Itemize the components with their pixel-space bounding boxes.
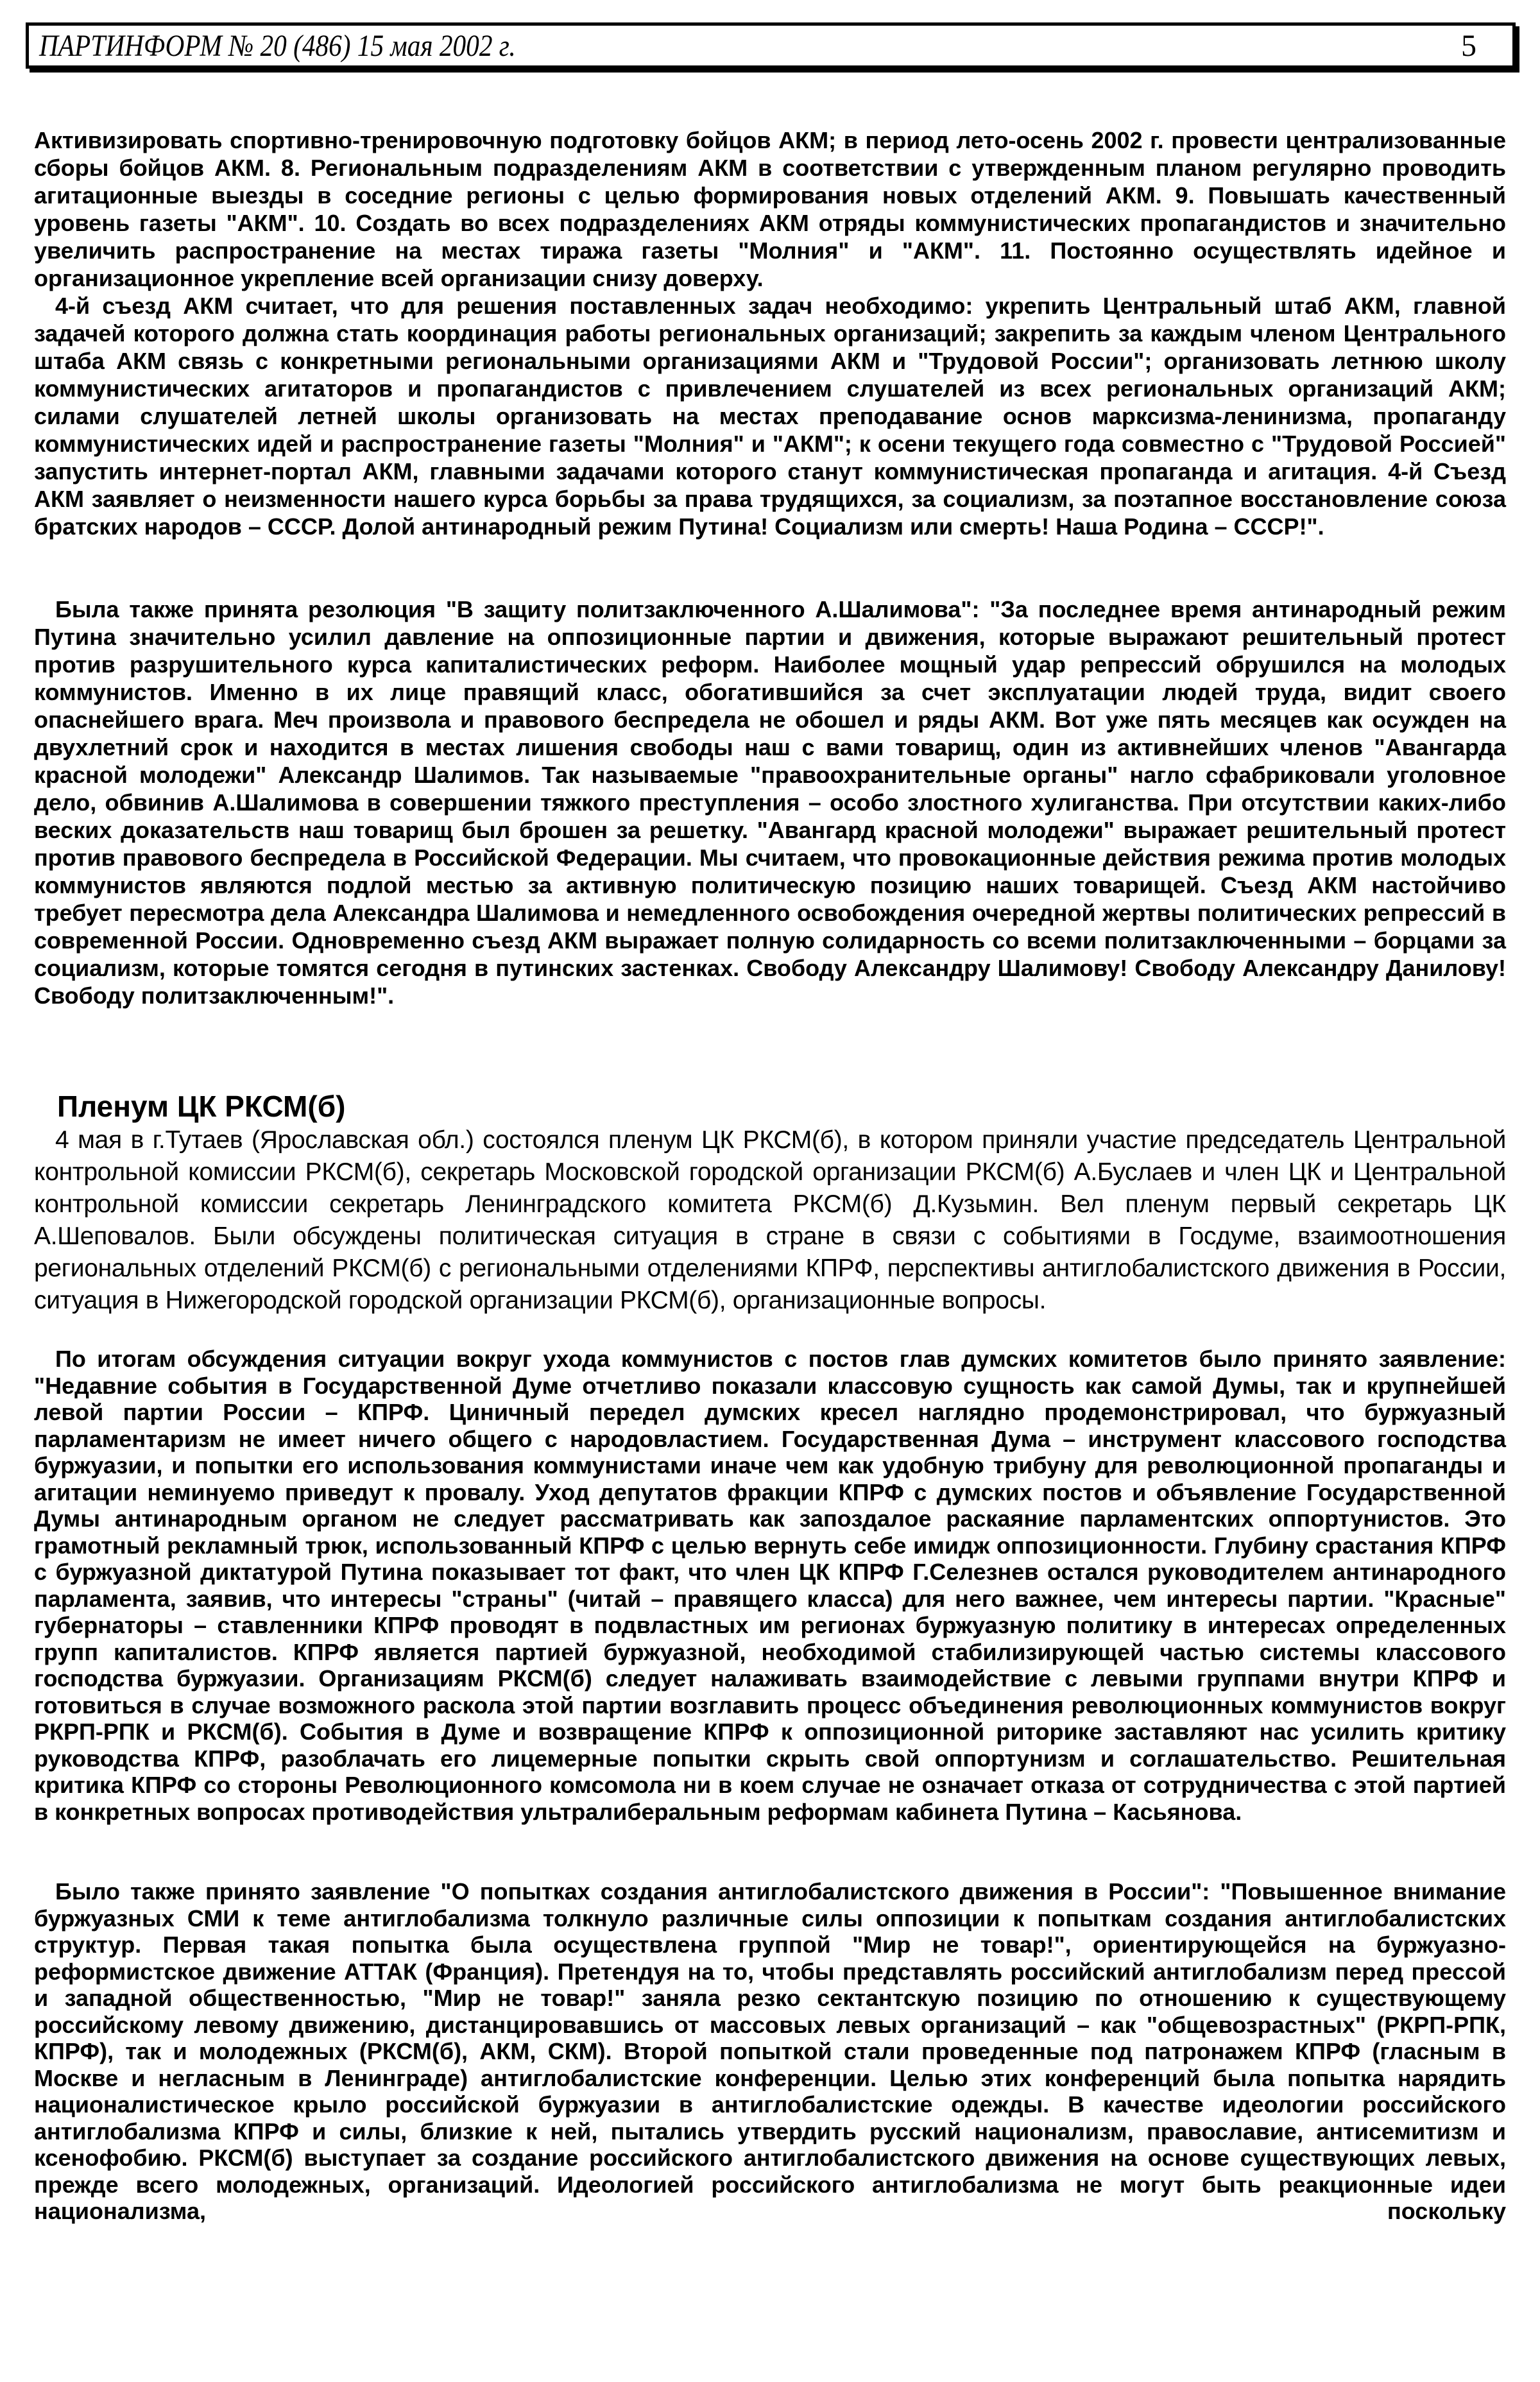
akm-paragraph-1: Активизировать спортивно-тренировочную подготовку бойцов АКМ; в период лето-осень 2002 г. провести централизованные сборы бойцов АКМ. 8. Региональным подразделениям АКМ в соответствии с утвержденным планом регулярно проводить агитационные выезды в соседние регионы с целью формирования новых отделений АКМ. 9. Повышать качественный уровень газеты "АКМ". 10. Создать во всех подразделениях АКМ отряды коммунистических пропагандистов и значительно увеличить распространение на местах тиража газеты "Молния" и "АКМ". 11. Постоянно осуществлять идейное и организационное укрепление всей организации снизу доверху. bbox=[34, 127, 1506, 291]
section-heading-plenum: Пленум ЦК РКСМ(б) bbox=[57, 1090, 346, 1123]
page-header bbox=[26, 22, 1516, 69]
antiglobalism-statement-paragraph: Было также принято заявление "О попытках создания антиглобалистского движения в России": "Повышенное внимание буржуазных СМИ к теме антиглобализма толкнуло различные силы оппозиции к попыткам создания антиглобалистских структур. Первая такая попытка была осуществлена группой "Мир не товар!", ориентирующейся на буржуазно-реформистское движение АТТАК (Франция). Претендуя на то, чтобы представлять российский антиглобализм перед прессой и западной общественностью, "Мир не товар!" заняла резко сектантскую позицию по отношению к существующему российскому левому движению, дистанцировавшись от массовых левых организаций – как "общевозрастных" (РКРП-РПК, КПРФ), так и молодежных (РКСМ(б), АКМ, СКМ). Второй попыткой стали проведенные под патронажем КПРФ (гласным в Москве и негласным в Ленинграде) антиглобалистские конференции. Целью этих конференций была попытка нарядить националистическое крыло российской буржуазии в антиглобалистские одежды. В качестве идеологии российского антиглобализма КПРФ и силы, близкие к ней, пытались утвердить русский национализм, православие, антисемитизм и ксенофобию. РКСМ(б) выступает за создание российского антиглобалистского движения на основе существующих левых, прежде всего молодежных, организаций. Идеологией российского антиглобализма не могут быть реакционные идеи национализма, поскольку bbox=[34, 1878, 1506, 2224]
page-number: 5 bbox=[1461, 29, 1476, 63]
plenum-statement-paragraph: По итогам обсуждения ситуации вокруг ухода коммунистов с постов глав думских комитетов было принято заявление: "Недавние события в Государственной Думе отчетливо показали классовую сущность как самой Думы, так и крупнейшей левой партии России – КПРФ. Циничный передел думских кресел наглядно продемонстрировал, что буржуазный парламентаризм не имеет ничего общего с народовластием. Государственная Дума – инструмент классового господства буржуазии, и попытки его использования коммунистами иначе чем как удобную трибуну для революционной пропаганды и агитации неминуемо приведут к провалу. Уход депутатов фракции КПРФ с думских постов и объявление Государственной Думы антинародным органом не следует рассматривать как запоздалое раскаяние парламентских оппортунистов. Это грамотный рекламный трюк, использованный КПРФ с целью вернуть себе имидж оппозиционности. Глубину срастания КПРФ с буржуазной диктатурой Путина показывает тот факт, что член ЦК КПРФ Г.Селезнев остался руководителем антинародного парламента, заявив, что интересы "страны" (читай – правящего класса) для него важнее, чем интересы партии. "Красные" губернаторы – ставленники КПРФ проводят в подвластных им регионах буржуазную политику в интересах определенных групп капиталистов. КПРФ является партией буржуазной, необходимой стабилизирующей частью системы классового господства буржуазии. Организациям РКСМ(б) следует налаживать взаимодействие с левыми группами внутри КПРФ и готовиться в случае возможного раскола этой партии возглавить процесс объединения революционных коммунистов вокруг РКРП-РПК и РКСМ(б). События в Думе и возвращение КПРФ к оппозиционной риторике заставляют нас усилить критику руководства КПРФ, разоблачать его лицемерные попытки скрыть свой оппортунизм и соглашательство. Решительная критика КПРФ со стороны Революционного комсомола ни в коем случае не означает отказа от сотрудничества с этой партией в конкретных вопросах противодействия ультралиберальным реформам кабинета Путина – Касьянова. bbox=[34, 1346, 1506, 1825]
plenum-intro-paragraph: 4 мая в г.Тутаев (Ярославская обл.) состоялся пленум ЦК РКСМ(б), в котором приняли участие председатель Центральной контрольной комиссии РКСМ(б), секретарь Московской городской организации РКСМ(б) А.Буслаев и член ЦК и Центральной контрольной комиссии секретарь Ленинградского комитета РКСМ(б) Д.Кузьмин. Вел пленум первый секретарь ЦК А.Шеповалов. Были обсуждены политическая ситуация в стране в связи с событиями в Госдуме, взаимоотношения региональных отделений РКСМ(б) с региональными отделениями КПРФ, перспективы антиглобалистского движения в России, ситуация в Нижегородской городской организации РКСМ(б), организационные вопросы. bbox=[34, 1126, 1506, 1314]
newspaper-issue-title: ПАРТИНФОРМ № 20 (486) 15 мая 2002 г. bbox=[39, 29, 516, 63]
akm-resolution-paragraph: Была также принята резолюция "В защиту политзаключенного А.Шалимова": "За последнее время антинародный режим Путина значительно усилил давление на оппозиционные партии и движения, которые выражают решительный протест против разрушительного курса капиталистических реформ. Наиболее мощный удар репрессий обрушился на молодых коммунистов. Именно в их лице правящий класс, обогатившийся за счет эксплуатации людей труда, видит своего опаснейшего врага. Меч произвола и правового беспредела не обошел и ряды АКМ. Вот уже пять месяцев как осужден на двухлетний срок и находится в местах лишения свободы наш с вами товарищ, один из активнейших членов "Авангарда красной молодежи" Александр Шалимов. Так называемые "правоохранительные органы" нагло сфабриковали уголовное дело, обвинив А.Шалимова в совершении тяжкого преступления – особо злостного хулиганства. При отсутствии каких-либо веских доказательств наш товарищ был брошен за решетку. "Авангард красной молодежи" выражает решительный протест против правового беспредела в Российской Федерации. Мы считаем, что провокационные действия режима против молодых коммунистов являются подлой местью за активную политическую позицию наших товарищей. Съезд АКМ настойчиво требует пересмотра дела Александра Шалимова и немедленного освобождения очередной жертвы политических репрессий в современной России. Одновременно съезд АКМ выражает полную солидарность со всеми политзаключенными – борцами за социализм, которые томятся сегодня в путинских застенках. Свободу Александру Шалимову! Свободу Александру Данилову! Свободу политзаключенным!". bbox=[34, 596, 1506, 1009]
akm-paragraph-2: 4-й съезд АКМ считает, что для решения поставленных задач необходимо: укрепить Центральный штаб АКМ, главной задачей которого должна стать координация работы региональных организаций; закрепить за каждым членом Центрального штаба АКМ связь с конкретными региональными организациями АКМ и "Трудовой России"; организовать летнюю школу коммунистических агитаторов и пропагандистов с привлечением слушателей из всех региональных организаций АКМ; силами слушателей летней школы организовать на местах преподавание основ марксизма-ленинизма, пропаганду коммунистических идей и распространение газеты "Молния" и "АКМ"; к осени текущего года совместно с "Трудовой Россией" запустить интернет-портал АКМ, главными задачами которого станут коммунистическая пропаганда и агитация. 4-й Съезд АКМ заявляет о неизменности нашего курса борьбы за права трудящихся, за социализм, за поэтапное восстановление союза братских народов – СССР. Долой антинародный режим Путина! Социализм или смерть! Наша Родина – СССР!". bbox=[34, 293, 1506, 540]
